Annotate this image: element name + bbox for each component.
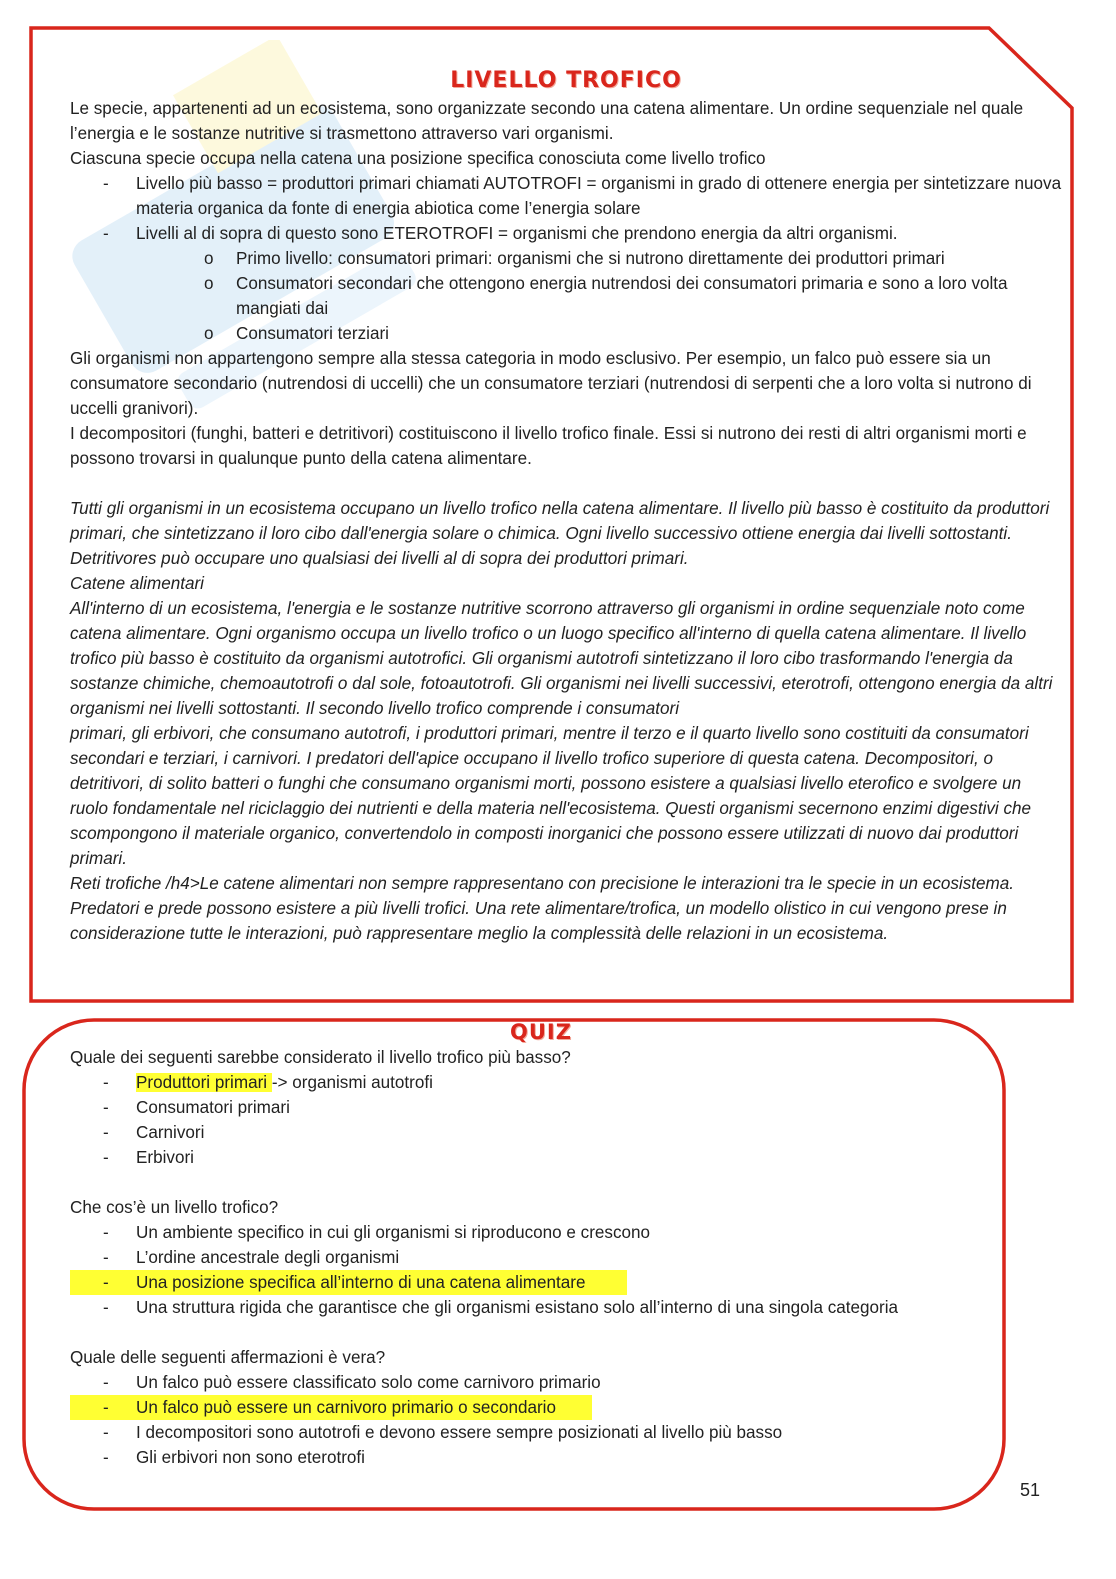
italic-paragraph: Reti trofiche /h4>Le catene alimentari non sempre rappresentano con precisione le interazioni tra le specie in un ecosistema. Predatori e prede possono esistere a più livelli trofici. Una rete alimentare/trofica, un modello olistico in cui vengono prese in considerazione tutte le interazioni, può rappresentare meglio la complessità delle relazioni in un ecosistema.: [70, 874, 1015, 943]
italic-paragraph: All'interno di un ecosistema, l'energia e le sostanze nutritive scorrono attraverso gli organismi in ordine sequenziale noto come catena alimentare. Ogni organismo occupa un livello trofico o un luogo specifico all'interno di quella catena alimentare. Il livello trofico più basso è costituito da organismi autotrofici. Gli organismi autotrofi sintetizzano il loro cibo trasformando l'energia da sostanze chimiche, chemoautotrofi o dal sole, fotoautotrofi. Gli organismi nei livelli successivi, eterotrofi, ottengono energia da altri organismi nei livelli sottostanti. Il secondo livello trofico comprende i consumatori: [70, 599, 1053, 718]
sub-bullet-list: [70, 246, 1062, 346]
quiz-question: Quale delle seguenti affermazioni è vera?: [70, 1348, 386, 1367]
list-item: o Consumatori terziari: [70, 321, 1062, 346]
list-item: o Consumatori secondari che ottengono energia nutrendosi dei consumatori primaria e sono a loro volta mangiati dai: [70, 271, 1062, 321]
answer-item: - Un ambiente specifico in cui gli organismi si riproducono e crescono: [70, 1220, 1000, 1245]
list-item: - Livelli al di sopra di questo sono ETEROTROFI = organismi che prendono energia da altri organismi.: [70, 221, 1062, 246]
body-paragraph: I decompositori (funghi, batteri e detritivori) costituiscono il livello trofico finale. Essi si nutrono dei resti di altri organismi morti e possono trovarsi in qualunque punto della catena alimentare.: [70, 424, 1027, 468]
answer-list: [70, 1070, 1000, 1170]
page-number: 51: [1020, 1480, 1041, 1500]
subsection-title: Catene alimentari: [70, 574, 204, 593]
answer-item: - Consumatori primari: [70, 1095, 1000, 1120]
body-paragraph: Gli organismi non appartengono sempre alla stessa categoria in modo esclusivo. Per esempio, un falco può essere sia un consumatore secondario (nutrendosi di uccelli) che un consumatore terziari (nutrendosi di serpenti che a loro volta si nutrono di uccelli granivori).: [70, 349, 1032, 418]
answer-item: - I decompositori sono autotrofi e devono essere sempre posizionati al livello più basso: [70, 1420, 1000, 1445]
italic-paragraph: primari, gli erbivori, che consumano autotrofi, i produttori primari, mentre il terzo e il quarto livello sono costituiti da consumatori secondari e terziari, i carnivori. I predatori dell'apice occupano il livello trofico superiore di questa catena. Decompositori, o detritivori, di solito batteri o funghi che consumano organismi morti, possono esistere a qualsiasi livello eterofico e svolgere un ruolo fondamentale nel riciclaggio dei nutrienti e della materia nell'ecosistema. Questi organismi secernono enzimi digestivi che scompongono il materiale organico, convertendolo in composti inorganici che possono essere utilizzati di nuovo dai produttori primari.: [70, 724, 1032, 868]
answer-item: - Una struttura rigida che garantisce che gli organismi esistano solo all’interno di una singola categoria: [70, 1295, 1000, 1320]
answer-note: -> organismi autotrofi: [271, 1073, 433, 1092]
main-text: [70, 66, 1062, 946]
bullet-list: [70, 171, 1062, 246]
answer-list: [70, 1220, 1000, 1320]
quiz-question: Che cos’è un livello trofico?: [70, 1198, 279, 1217]
answer-item: - Un falco può essere classificato solo come carnivoro primario: [70, 1370, 1000, 1395]
correct-answer: Produttori primari: [136, 1073, 272, 1092]
quiz-section: [70, 1019, 1000, 1470]
quiz-question: Quale dei seguenti sarebbe considerato il livello trofico più basso?: [70, 1048, 571, 1067]
correct-answer: Una posizione specifica all’interno di una catena alimentare: [136, 1273, 586, 1292]
answer-item: - Carnivori: [70, 1120, 1000, 1145]
correct-answer: Un falco può essere un carnivoro primario o secondario: [136, 1398, 556, 1417]
intro-paragraph: Le specie, appartenenti ad un ecosistema, sono organizzate secondo una catena alimentare. Un ordine sequenziale nel quale l’energia e le sostanze nutritive si trasmettono attraverso vari organismi.: [70, 99, 1024, 143]
quiz-heading: QUIZ: [510, 1020, 572, 1044]
list-item: o Primo livello: consumatori primari: organismi che si nutrono direttamente dei produttori primari: [70, 246, 1062, 271]
answer-item: [70, 1070, 1000, 1095]
italic-paragraph: Tutti gli organismi in un ecosistema occupano un livello trofico nella catena alimentare. Il livello più basso è costituito da produttori primari, che sintetizzano il loro cibo dall'energia solare o chimica. Ogni livello successivo ottiene energia dai livelli sottostanti. Detritivores può occupare uno qualsiasi dei livelli al di sopra dei produttori primari.: [70, 499, 1050, 568]
answer-item-correct: [70, 1395, 1000, 1420]
section-heading: LIVELLO TROFICO: [450, 68, 682, 93]
answer-item: - Gli erbivori non sono eterotrofi: [70, 1445, 1000, 1470]
intro-paragraph: Ciascuna specie occupa nella catena una posizione specifica conosciuta come livello trofico: [70, 149, 766, 168]
answer-list: [70, 1370, 1000, 1470]
answer-item: - L’ordine ancestrale degli organismi: [70, 1245, 1000, 1270]
list-item: - Livello più basso = produttori primari chiamati AUTOTROFI = organismi in grado di ottenere energia per sintetizzare nuova materia organica da fonte di energia abiotica come l’energia solare: [70, 171, 1062, 221]
answer-item-correct: [70, 1270, 1000, 1295]
answer-item: - Erbivori: [70, 1145, 1000, 1170]
